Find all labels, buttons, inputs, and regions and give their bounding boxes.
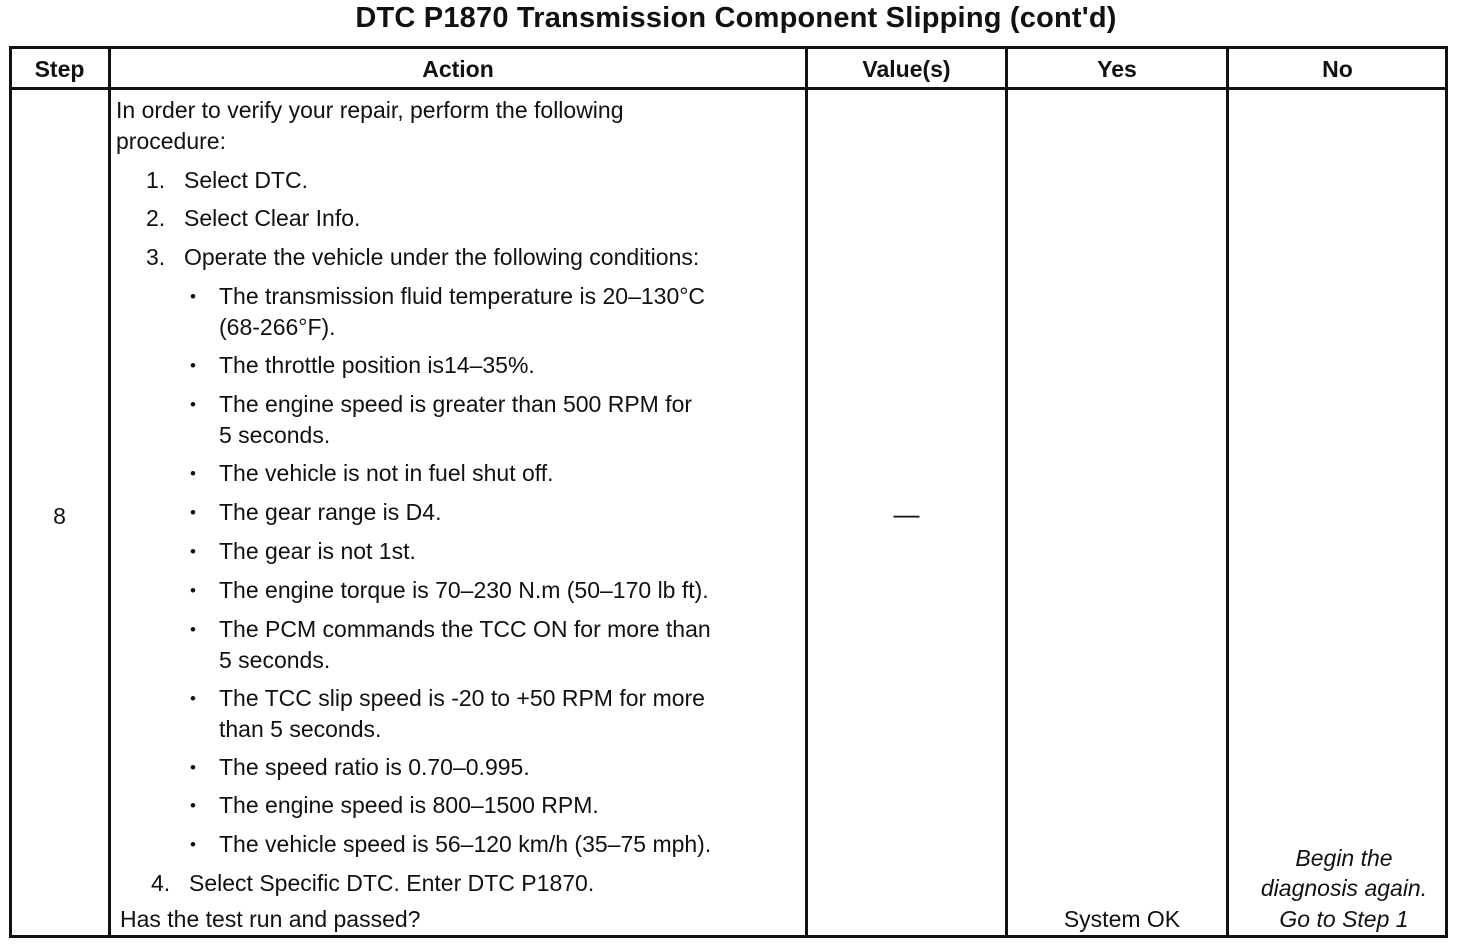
bullet-icon: •: [190, 464, 196, 483]
condition-text: 5 seconds.: [219, 647, 331, 673]
bullet-icon: •: [190, 758, 196, 777]
condition-text: than 5 seconds.: [219, 716, 382, 742]
condition-text: The vehicle is not in fuel shut off.: [219, 460, 554, 486]
condition-text: The engine torque is 70–230 N.m (50–170 lb ft).: [219, 577, 709, 603]
test-question: Has the test run and passed?: [120, 906, 421, 932]
condition-text: 5 seconds.: [219, 422, 331, 448]
yes-result: System OK: [1063, 906, 1181, 932]
no-result-line: diagnosis again.: [1260, 875, 1428, 901]
page-title: DTC P1870 Transmission Component Slipping (cont'd): [355, 2, 1117, 34]
column-divider: [1005, 46, 1008, 938]
step-text: Select Specific DTC. Enter DTC P1870.: [189, 870, 595, 896]
column-divider: [1226, 46, 1229, 938]
column-divider: [108, 46, 111, 938]
bullet-icon: •: [190, 835, 196, 854]
bullet-icon: •: [190, 581, 196, 600]
column-divider: [805, 46, 808, 938]
condition-text: The engine speed is greater than 500 RPM for: [219, 391, 693, 417]
step-index: 4.: [151, 870, 171, 896]
condition-text: The gear is not 1st.: [219, 538, 416, 564]
condition-text: The gear range is D4.: [219, 499, 442, 525]
condition-text: The vehicle speed is 56–120 km/h (35–75 mph).: [219, 831, 712, 857]
bullet-icon: •: [190, 395, 196, 414]
bullet-icon: •: [190, 542, 196, 561]
bullet-icon: •: [190, 796, 196, 815]
condition-text: The PCM commands the TCC ON for more than: [219, 616, 711, 642]
header-no: No: [1322, 56, 1353, 82]
header-yes: Yes: [1097, 56, 1137, 82]
condition-text: The throttle position is14–35%.: [219, 352, 535, 378]
header-values: Value(s): [862, 56, 951, 82]
header-step: Step: [34, 56, 85, 82]
step-number: 8: [53, 503, 66, 529]
step-index: 1.: [146, 167, 166, 193]
bullet-icon: •: [190, 689, 196, 708]
condition-text: The transmission fluid temperature is 20–130°C: [219, 283, 706, 309]
step-text: Select DTC.: [184, 167, 308, 193]
step-index: 3.: [146, 244, 166, 270]
condition-text: The speed ratio is 0.70–0.995.: [219, 754, 530, 780]
step-text: Operate the vehicle under the following conditions:: [184, 244, 700, 270]
bullet-icon: •: [190, 287, 196, 306]
value-cell: —: [893, 499, 920, 529]
bullet-icon: •: [190, 503, 196, 522]
header-divider: [9, 87, 1448, 90]
no-result-line: Go to Step 1: [1279, 906, 1409, 932]
condition-text: (68-266°F).: [219, 314, 336, 340]
bullet-icon: •: [190, 620, 196, 639]
header-action: Action: [422, 56, 494, 82]
bullet-icon: •: [190, 356, 196, 375]
step-text: Select Clear Info.: [184, 205, 361, 231]
condition-text: The engine speed is 800–1500 RPM.: [219, 792, 599, 818]
condition-text: The TCC slip speed is -20 to +50 RPM for more: [219, 685, 705, 711]
no-result-line: Begin the: [1295, 845, 1393, 871]
intro-line: procedure:: [116, 128, 226, 154]
intro-line: In order to verify your repair, perform the following: [116, 97, 624, 123]
step-index: 2.: [146, 205, 166, 231]
